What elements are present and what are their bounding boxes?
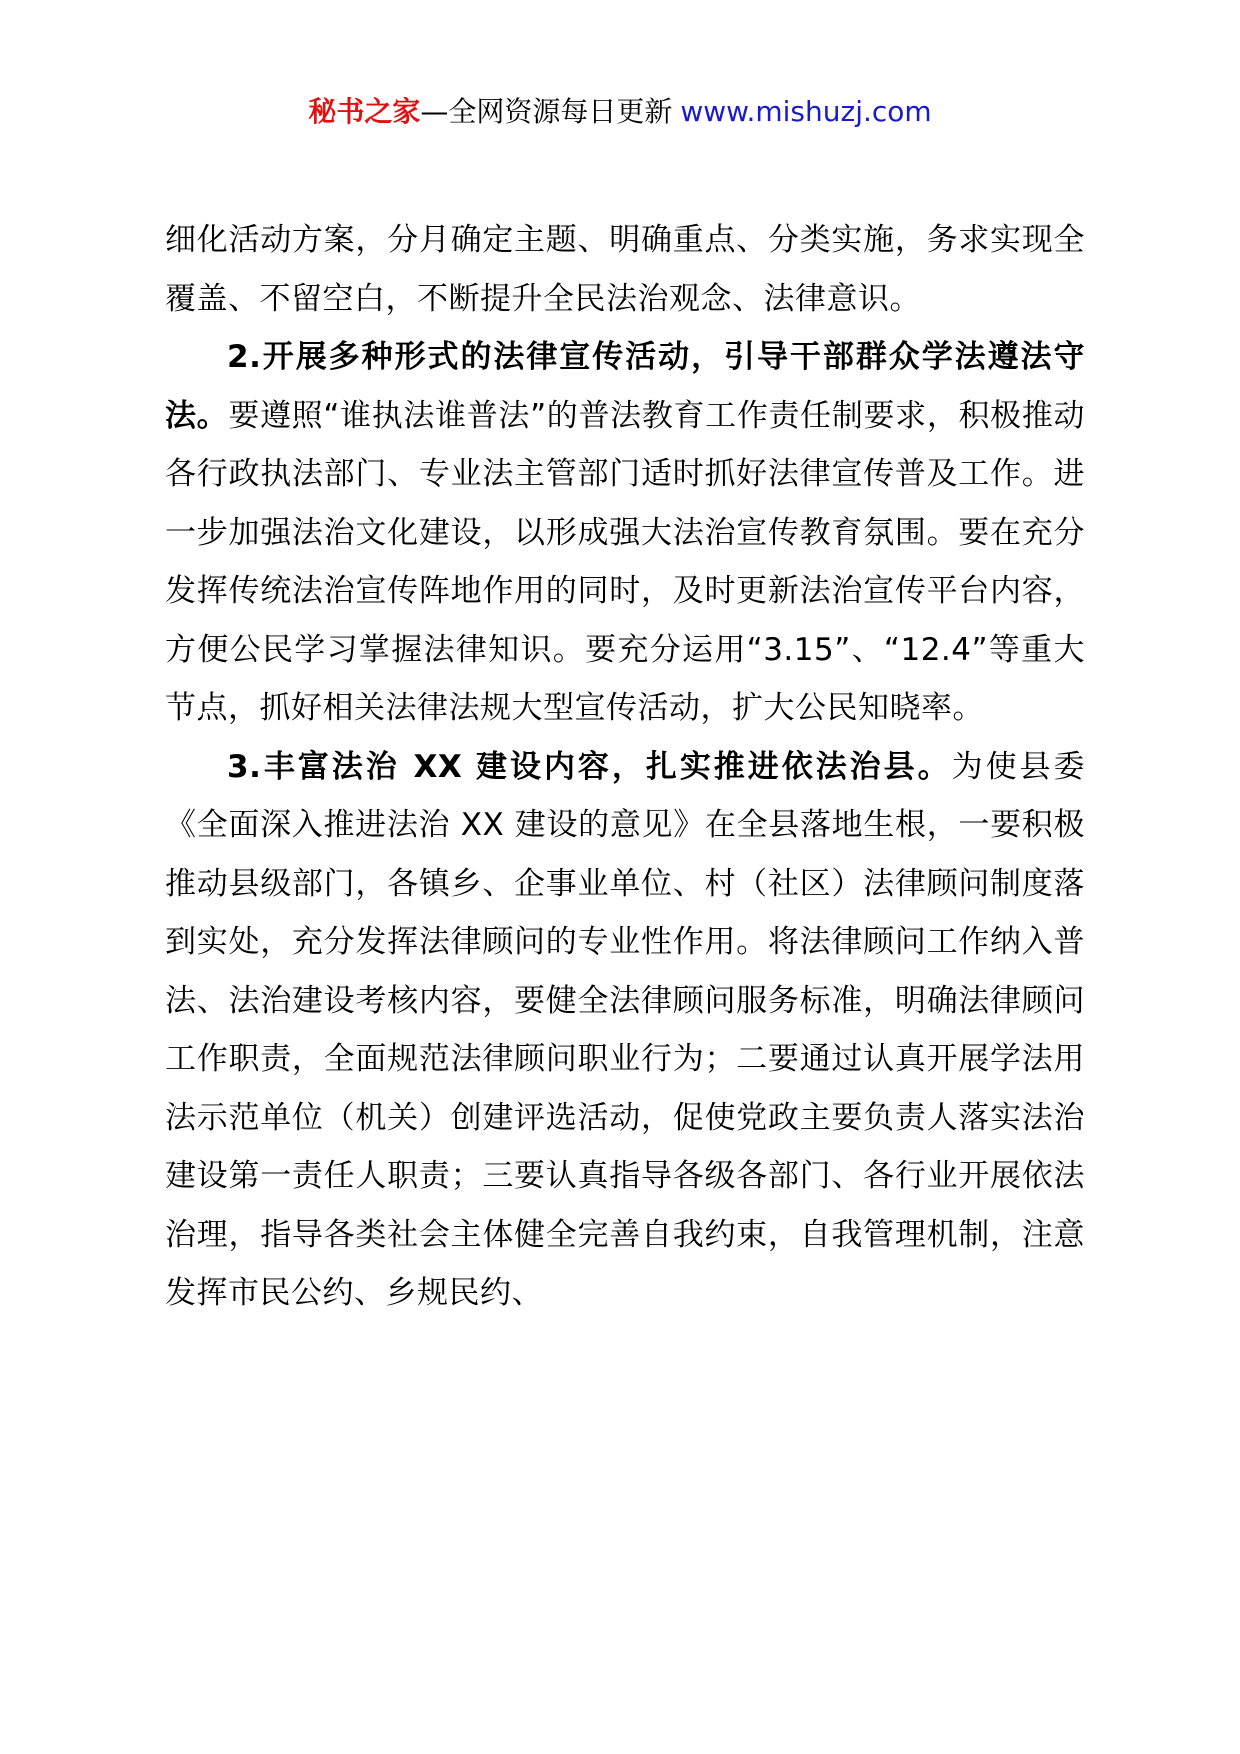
paragraph-3-text: 为使县委《全面深入推进法治 XX 建设的意见》在全县落地生根，一要积极推动县级部门，各镇乡、企事业单位、村（社区）法律顾问制度落到实处，充分发挥法律顾问的专业性作用。将法律顾问工作纳入普法、法治建设考核内容，要健全法律顾问服务标准，明确法律顾问工作职责，全面规范法律顾问职业行为；二要通过认真开展学法用法示范单位（机关）创建评选活动，促使党政主要负责人落实法治建设第一责任人职责；三要认真指导各级各部门、各行业开展依法治理，指导各类社会主体健全完善自我约束，自我管理机制，注意发挥市民公约、乡规民约、: [165, 748, 1086, 1311]
site-tagline: —全网资源每日更新: [420, 95, 673, 128]
site-brand: 秘书之家: [308, 95, 421, 128]
paragraph-2: [165, 328, 1085, 738]
site-url-link[interactable]: www.mishuzj.com: [680, 95, 932, 128]
paragraph-1-text: 细化活动方案，分月确定主题、明确重点、分类实施，务求实现全覆盖、不留空白，不断提升全民法治观念、法律意识。: [165, 222, 1085, 317]
paragraph-1: [165, 211, 1085, 328]
document-body: [165, 211, 1085, 1323]
page-header: [0, 92, 1240, 132]
paragraph-3-heading: 3.丰富法治 XX 建设内容，扎实推进依法治县。: [227, 748, 952, 785]
paragraph-2-heading: 2.开展多种形式的法律宣传活动，引导干部群众学法遵法守法。: [165, 339, 1085, 434]
paragraph-3: [165, 738, 1085, 1323]
paragraph-2-text: 要遵照“谁执法谁普法”的普法教育工作责任制要求，积极推动各行政执法部门、专业法主管部门适时抓好法律宣传普及工作。进一步加强法治文化建设，以形成强大法治宣传教育氛围。要在充分发挥传统法治宣传阵地作用的同时，及时更新法治宣传平台内容，方便公民学习掌握法律知识。要充分运用“3.15”、“12.4”等重大节点，抓好相关法律法规大型宣传活动，扩大公民知晓率。: [165, 397, 1085, 726]
